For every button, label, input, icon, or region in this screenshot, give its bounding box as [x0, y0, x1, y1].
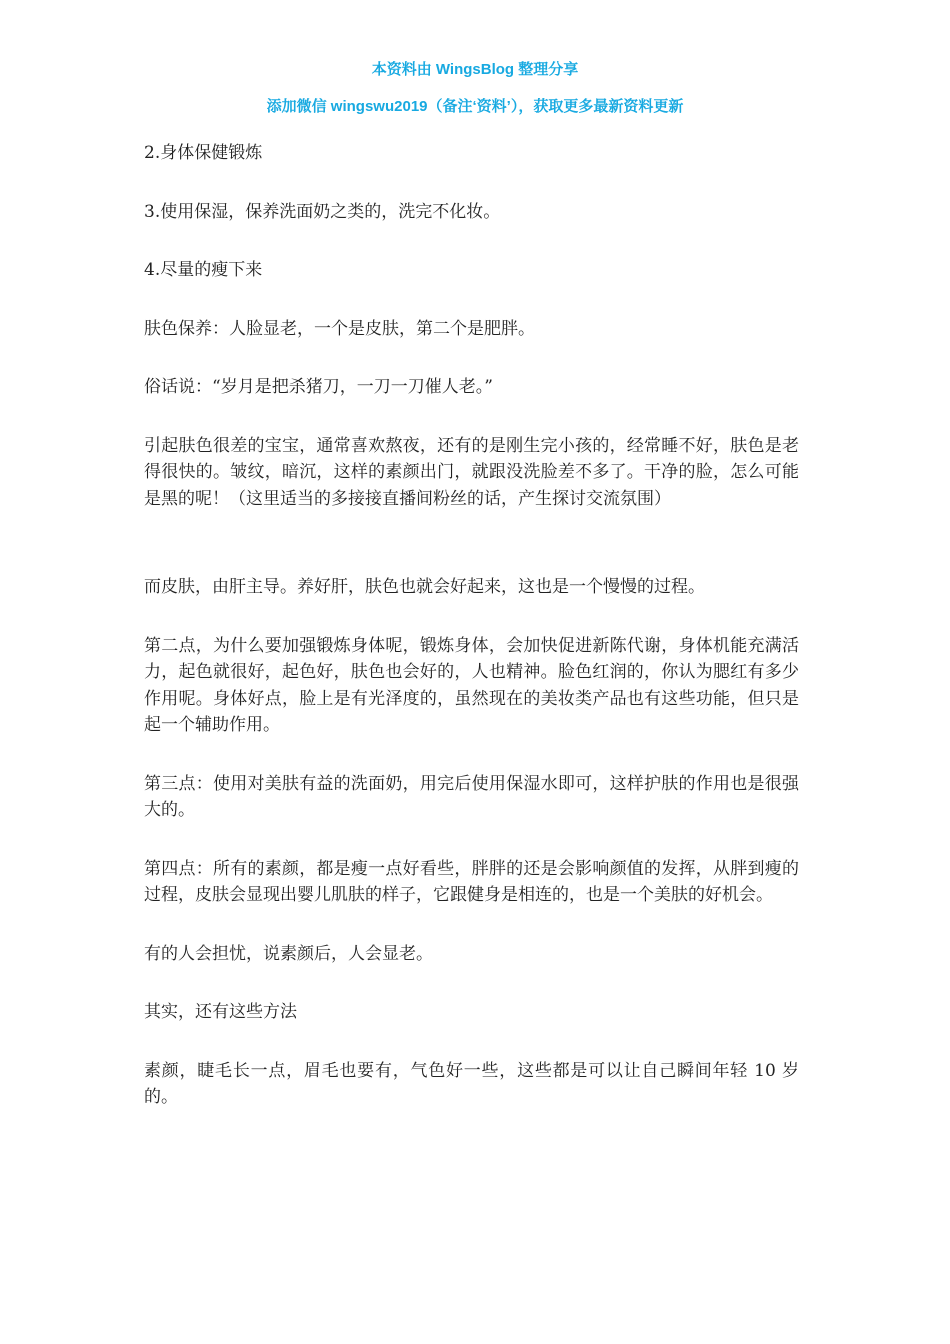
paragraph-point-two: 第二点，为什么要加强锻炼身体呢，锻炼身体，会加快促进新陈代谢，身体机能充满活力，起色就很好，起色好，肤色也会好的，人也精神。脸色红润的，你认为腮红有多少作用呢。身体好点，脸上是有光泽度的，虽然现在的美妆类产品也有这些功能，但只是起一个辅助作用。 — [144, 635, 799, 735]
paragraph-poor-complexion: 引起肤色很差的宝宝，通常喜欢熬夜，还有的是刚生完小孩的，经常睡不好，肤色是老得很快的。皱纹，暗沉，这样的素颜出门，就跟没洗脸差不多了。干净的脸，怎么可能是黑的呢！（这里适当的多接接直播间粉丝的话，产生探讨交流氛围） — [144, 435, 799, 509]
paragraph-skin-care: 肤色保养：人脸显老，一个是皮肤，第二个是肥胖。 — [144, 318, 535, 339]
paragraph-lose-weight: 4.尽量的瘦下来 — [144, 260, 263, 280]
paragraph-saying: 俗话说：“岁月是把杀猪刀，一刀一刀催人老。” — [144, 377, 493, 397]
paragraph-point-four: 第四点：所有的素颜，都是瘦一点好看些，胖胖的还是会影响颜值的发挥，从胖到瘦的过程，皮肤会显现出婴儿肌肤的样子，它跟健身是相连的，也是一个美肤的好机会。 — [144, 858, 799, 905]
paragraph-liver: 而皮肤，由肝主导。养好肝，肤色也就会好起来，这也是一个慢慢的过程。 — [144, 577, 705, 597]
paragraph-worry: 有的人会担忧，说素颜后，人会显老。 — [144, 943, 433, 964]
paragraph-moisturize: 3.使用保湿，保养洗面奶之类的，洗完不化妆。 — [144, 201, 501, 222]
paragraph-point-three: 第三点：使用对美肤有益的洗面奶，用完后使用保湿水即可，这样护肤的作用也是很强大的。 — [144, 773, 799, 820]
document-body — [144, 140, 799, 1143]
paragraph-bare-face: 素颜，睫毛长一点，眉毛也要有，气色好一些，这些都是可以让自己瞬间年轻 10 岁的。 — [144, 1060, 799, 1107]
paragraph-exercise: 2.身体保健锻炼 — [144, 143, 263, 163]
paragraph-methods: 其实，还有这些方法 — [144, 1002, 297, 1022]
header-source-line: 本资料由 WingsBlog 整理分享 — [371, 61, 579, 78]
header-wechat-line: 添加微信 wingswu2019（备注‘资料’），获取更多最新资料更新 — [266, 98, 684, 115]
